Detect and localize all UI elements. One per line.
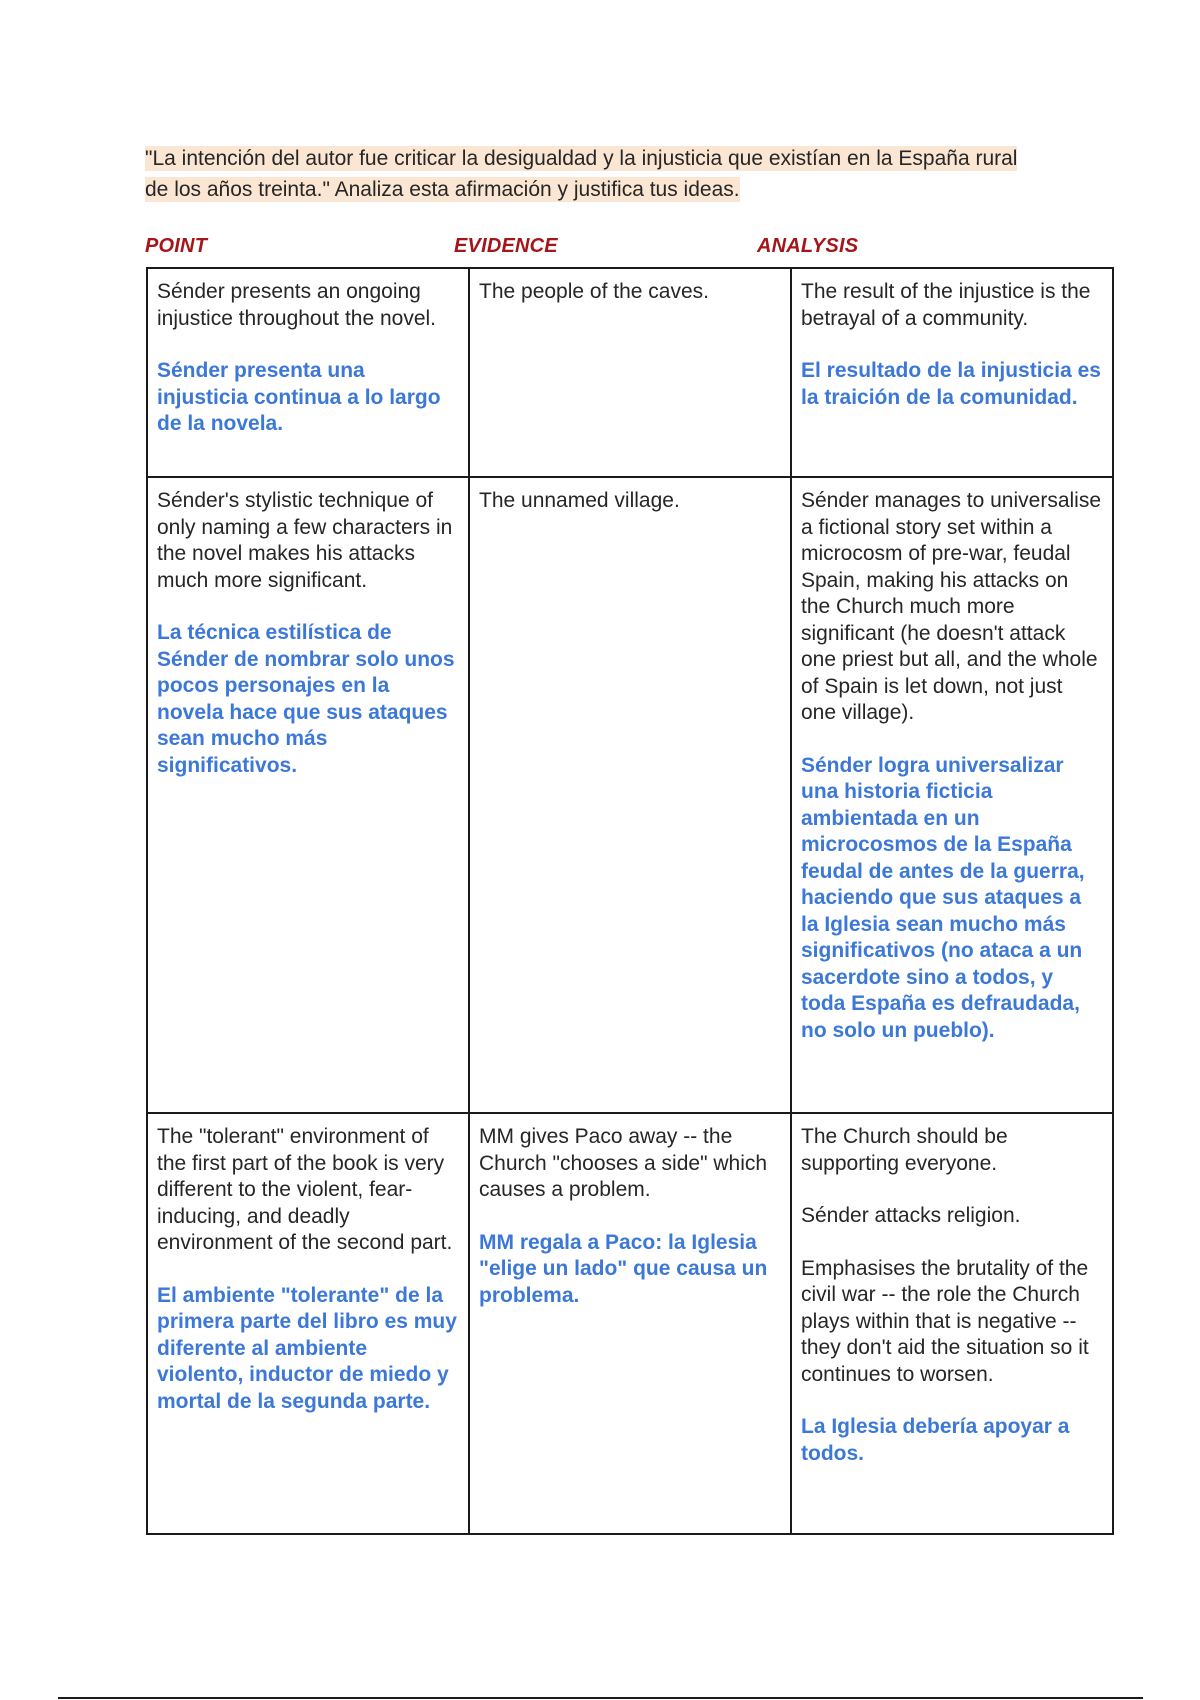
point-cell — [147, 1113, 469, 1534]
analysis-cell — [791, 268, 1113, 477]
header-point: POINT — [145, 235, 208, 257]
point-cell — [147, 268, 469, 477]
pea-table — [146, 267, 1114, 1535]
page-bottom-rule — [58, 1697, 1143, 1699]
table-row — [147, 477, 1113, 1113]
analysis-spanish: El resultado de la injusticia es la traición de la comunidad. — [801, 359, 1101, 409]
analysis-cell — [791, 477, 1113, 1113]
analysis-english: Sénder attacks religion. — [801, 1204, 1021, 1227]
evidence-english: MM gives Paco away -- the Church "chooses a side" which causes a problem. — [479, 1125, 768, 1201]
point-spanish: Sénder presenta una injusticia continua a lo largo de la novela. — [157, 359, 441, 435]
analysis-spanish: Sénder logra universalizar una historia ficticia ambientada en un microcosmos de la España feudal de antes de la guerra, haciendo que sus ataques a la Iglesia sean mucho más significativos (no ataca a un sacerdote sino a todos, y toda España es defraudada, no solo un pueblo). — [801, 753, 1085, 1042]
point-english: The "tolerant" environment of the first part of the book is very different to the violent, fear-inducing, and deadly environment of the second part. — [157, 1125, 453, 1254]
analysis-cell — [791, 1113, 1113, 1534]
analysis-english: Sénder manages to universalise a fictional story set within a microcosm of pre-war, feudal Spain, making his attacks on the Church much more significant (he doesn't attack one priest but all, and the whole of Spain is let down, not just one village). — [801, 489, 1102, 724]
point-english: Sénder presents an ongoing injustice throughout the novel. — [157, 280, 437, 330]
evidence-english: The unnamed village. — [479, 489, 680, 512]
essay-prompt-text: "La intención del autor fue criticar la desigualdad y la injusticia que existían en la España rural de los años treinta." Analiza esta afirmación y justifica tus ideas. — [145, 147, 1018, 201]
essay-prompt — [145, 143, 1025, 205]
table-row — [147, 268, 1113, 477]
evidence-cell — [469, 477, 791, 1113]
analysis-english: Emphasises the brutality of the civil war -- the role the Church plays within that is negative -- they don't aid the situation so it continues to worsen. — [801, 1256, 1089, 1386]
point-english: Sénder's stylistic technique of only naming a few characters in the novel makes his attacks much more significant. — [157, 489, 453, 592]
header-evidence: EVIDENCE — [454, 235, 558, 257]
evidence-spanish: MM regala a Paco: la Iglesia "elige un lado" que causa un problema. — [479, 1230, 768, 1307]
table-row — [147, 1113, 1113, 1534]
analysis-spanish: La Iglesia debería apoyar a todos. — [801, 1415, 1070, 1465]
evidence-cell — [469, 268, 791, 477]
point-cell — [147, 477, 469, 1113]
analysis-english: The Church should be supporting everyone. — [801, 1125, 1008, 1175]
evidence-cell — [469, 1113, 791, 1534]
evidence-english: The people of the caves. — [479, 280, 709, 303]
header-analysis: ANALYSIS — [757, 235, 859, 257]
point-spanish: La técnica estilística de Sénder de nombrar solo unos pocos personajes en la novela hace que sus ataques sean mucho más significativos. — [157, 621, 455, 777]
column-headers — [145, 235, 1055, 265]
analysis-english: The result of the injustice is the betrayal of a community. — [801, 280, 1091, 330]
point-spanish: El ambiente "tolerante" de la primera parte del libro es muy diferente al ambiente violento, inductor de miedo y mortal de la segunda parte. — [157, 1283, 457, 1413]
